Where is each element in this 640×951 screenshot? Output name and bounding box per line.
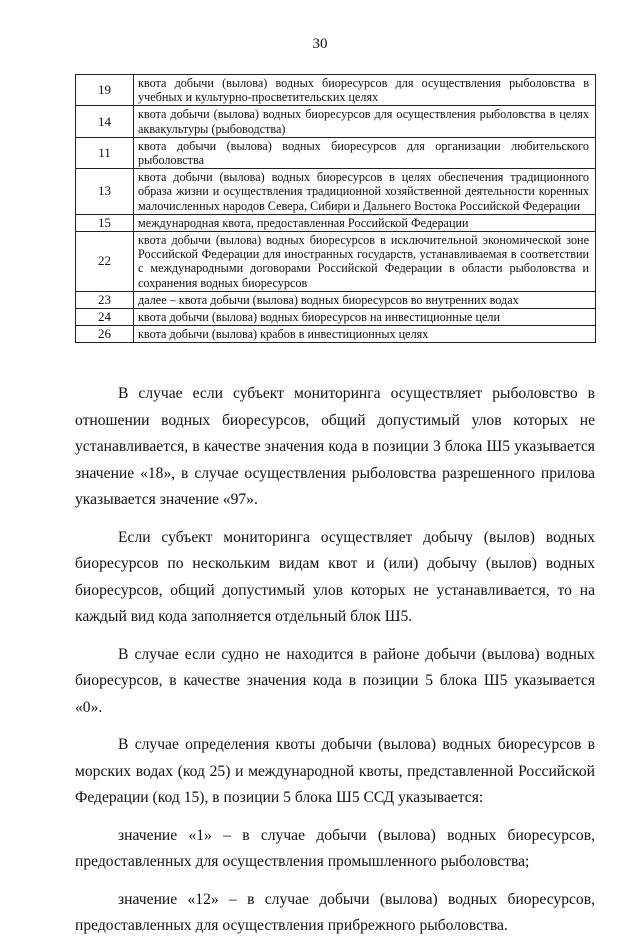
page-number: 30 — [312, 36, 328, 52]
paragraph: значение «1» – в случае добычи (вылова) водных биоресурсов, предоставленных для осуществления промышленного рыболовства; — [75, 826, 595, 870]
code-cell: 14 — [76, 106, 134, 137]
table-row — [76, 309, 596, 326]
quota-code-table — [75, 74, 596, 343]
code-cell: 13 — [76, 169, 134, 215]
description-cell: далее – квота добычи (вылова) водных биоресурсов во внутренних водах — [134, 291, 596, 308]
description-cell: квота добычи (вылова) крабов в инвестиционных целях — [134, 326, 596, 343]
code-cell: 19 — [76, 75, 134, 106]
body-text — [75, 381, 595, 951]
description-cell: квота добычи (вылова) водных биоресурсов для осуществления рыболовства в целях аквакультуры (рыбоводства) — [134, 106, 596, 137]
table-row — [76, 214, 596, 231]
description-cell: квота добычи (вылова) водных биоресурсов для осуществления рыболовства в учебных и культурно-просветительских целях — [134, 75, 596, 106]
description-cell: квота добычи (вылова) водных биоресурсов в целях обеспечения традиционного образа жизни и осуществления традиционной хозяйственной деятельности коренных малочисленных народов Севера, Сибири и Дальнего Востока Российской Федерации — [134, 169, 596, 215]
description-cell: международная квота, предоставленная Российской Федерации — [134, 214, 596, 231]
table-row — [76, 232, 596, 292]
code-cell: 23 — [76, 291, 134, 308]
code-cell: 24 — [76, 309, 134, 326]
table-row — [76, 75, 596, 106]
paragraph: В случае определения квоты добычи (вылова) водных биоресурсов в морских водах (код 25) и международной квоты, представленной Российской Федерации (код 15), в позиции 5 блока Ш5 ССД указывается: — [75, 736, 595, 806]
description-cell: квота добычи (вылова) водных биоресурсов в исключительной экономической зоне Российской Федерации для иностранных государств, устанавливаемая в соответствии с международными договорами Российской Федерации в области рыболовства и сохранения водных биоресурсов — [134, 232, 596, 292]
code-cell: 11 — [76, 137, 134, 168]
paragraph: значение «12» – в случае добычи (вылова) водных биоресурсов, предоставленных для осуществления прибрежного рыболовства. — [75, 890, 595, 934]
code-cell: 26 — [76, 326, 134, 343]
table-row — [76, 169, 596, 215]
code-cell: 22 — [76, 232, 134, 292]
code-cell: 15 — [76, 214, 134, 231]
table-row — [76, 326, 596, 343]
table-row — [76, 106, 596, 137]
paragraph: Если субъект мониторинга осуществляет добычу (вылов) водных биоресурсов по нескольким видам квот и (или) добычу (вылов) водных биоресурсов, общий допустимый улов которых не устанавливается, то на каждый вид кода заполняется отдельный блок Ш5. — [75, 528, 595, 625]
table-row — [76, 291, 596, 308]
description-cell: квота добычи (вылова) водных биоресурсов для организации любительского рыболовства — [134, 137, 596, 168]
paragraph: В случае если субъект мониторинга осуществляет рыболовство в отношении водных биоресурсов, общий допустимый улов которых не устанавливается, в качестве значения кода в позиции 3 блока Ш5 указывается значение «18», в случае осуществления рыболовства разрешенного прилова указывается значение «97». — [75, 385, 595, 508]
paragraph: В случае если судно не находится в районе добычи (вылова) водных биоресурсов, в качестве значения кода в позиции 5 блока Ш5 указывается «0». — [75, 645, 595, 716]
description-cell: квота добычи (вылова) водных биоресурсов на инвестиционные цели — [134, 309, 596, 326]
table-row — [76, 137, 596, 168]
